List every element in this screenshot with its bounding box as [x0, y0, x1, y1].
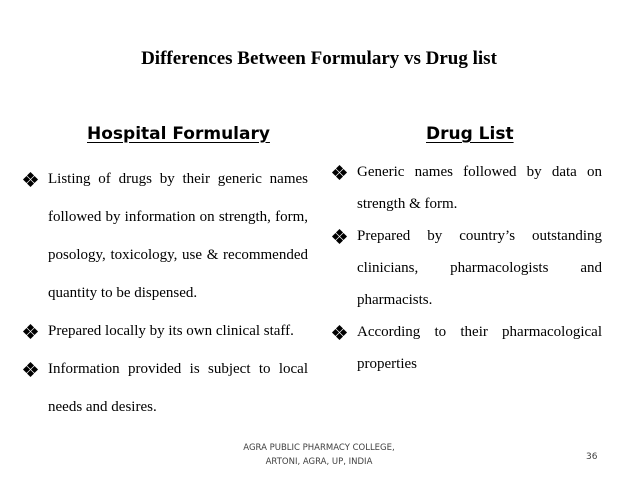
four-diamond-bullet-icon [24, 312, 40, 350]
hospital-formulary-heading: Hospital Formulary [87, 124, 270, 144]
four-diamond-bullet-icon [333, 156, 349, 188]
four-diamond-bullet-icon [333, 220, 349, 252]
slide-title: Differences Between Formulary vs Drug list [141, 48, 497, 69]
bullet-text: Generic names followed by data on strength & form. [357, 164, 602, 212]
bullet-text: Information provided is subject to local needs and desires. [48, 361, 308, 415]
list-item [333, 220, 602, 316]
four-diamond-bullet-icon [24, 160, 40, 198]
bullet-text: Prepared locally by its own clinical staff. [48, 323, 294, 339]
four-diamond-bullet-icon [333, 316, 349, 348]
list-item [24, 312, 308, 350]
hospital-formulary-column [24, 160, 308, 426]
bullet-text: Prepared by country’s outstanding clinicians, pharmacologists and pharmacists. [357, 228, 602, 308]
page-number: 36 [586, 452, 598, 462]
four-diamond-bullet-icon [24, 350, 40, 388]
list-item [24, 160, 308, 312]
drug-list-column [333, 156, 602, 380]
bullet-text: Listing of drugs by their generic names followed by information on strength, form, posology, toxicology, use & recommended quantity to be dispensed. [48, 171, 308, 301]
bullet-text: According to their pharmacological properties [357, 324, 602, 372]
list-item [24, 350, 308, 426]
list-item [333, 156, 602, 220]
footer-college-name: AGRA PUBLIC PHARMACY COLLEGE, ARTONI, AGRA, UP, INDIA [243, 443, 395, 467]
drug-list-heading: Drug List [426, 124, 514, 144]
list-item [333, 316, 602, 380]
